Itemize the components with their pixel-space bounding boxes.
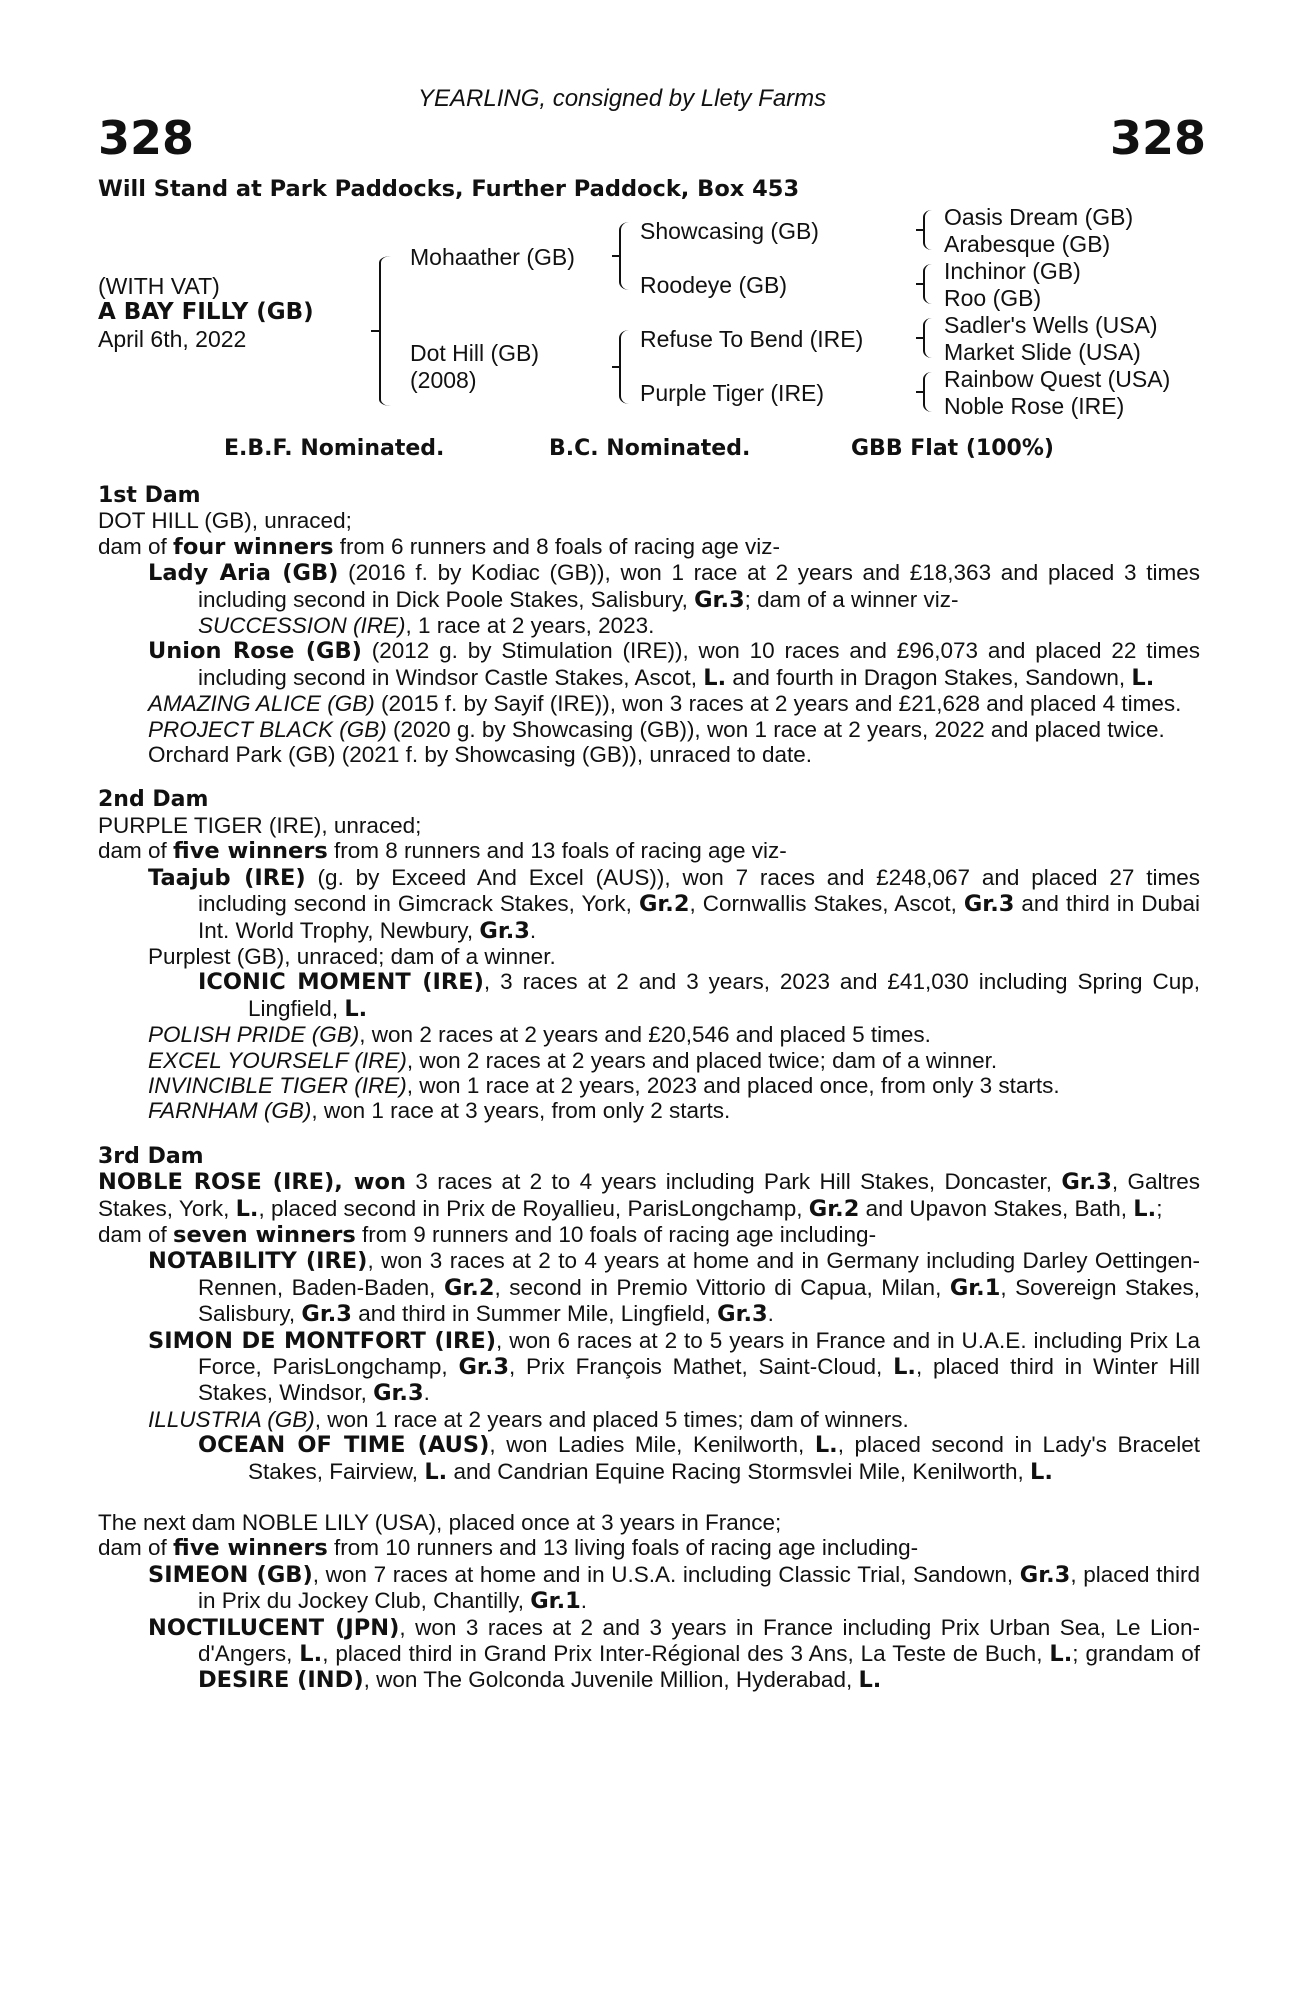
gg-8: Noble Rose (IRE) [944, 393, 1125, 419]
first-dam-title: 1st Dam [98, 483, 201, 508]
third-dam-title: 3rd Dam [98, 1143, 204, 1169]
first-dam-foal-4: PROJECT BLACK (GB) (2020 g. by Showcasing (GB)), won 1 race at 2 years, 2022 and placed twice. [148, 716, 1165, 742]
third-dam-produce-summary: dam of seven winners from 9 runners and 10 foals of racing age including- [98, 1221, 877, 1248]
brace-dam-tip [612, 366, 620, 368]
horse-dob: April 6th, 2022 [98, 326, 247, 352]
first-dam-produce-summary: dam of four winners from 6 runners and 8 foals of racing age viz- [98, 533, 781, 560]
next-dam-produce-summary: dam of five winners from 10 runners and 13 living foals of racing age including- [98, 1535, 919, 1562]
gg-2: Arabesque (GB) [944, 231, 1111, 257]
dam-dam-name: Purple Tiger (IRE) [640, 380, 825, 406]
second-dam-foal-4: EXCEL YOURSELF (IRE), won 2 races at 2 years and placed twice; dam of a winner. [148, 1047, 998, 1073]
brace-g34 [923, 264, 932, 304]
gg-4: Roo (GB) [944, 285, 1042, 311]
brace-g34-tip [916, 283, 924, 285]
first-dam-name: DOT HILL (GB), unraced; [98, 508, 352, 534]
lot-number-left: 328 [98, 111, 195, 165]
gg-6: Market Slide (USA) [944, 339, 1141, 365]
second-dam-foal-5: INVINCIBLE TIGER (IRE), won 1 race at 2 years, 2023 and placed once, from only 3 starts. [148, 1072, 1060, 1098]
gbb-nomination: GBB Flat (100%) [851, 436, 1054, 461]
third-dam-foal-1: NOTABILITY (IRE), won 3 races at 2 to 4 years at home and in Germany including Darley Oettingen-Rennen, Baden-Baden, Gr.2, second in Premio Vittorio di Capua, Milan, Gr.1, Sovereign Stakes, Salisbury, Gr.3 and third in Summer Mile, Lingfield, Gr.3. [148, 1248, 1200, 1328]
brace-g56 [923, 318, 932, 358]
first-dam-foal-1: Lady Aria (GB) (2016 f. by Kodiac (GB)), won 1 race at 2 years and £18,363 and placed 3 times including second in Dick Poole Stakes, Salisbury, Gr.3; dam of a winner viz- SUCCESSION (IRE), 1 race at 2 years, 2023. [148, 560, 1200, 639]
gg-7: Rainbow Quest (USA) [944, 366, 1171, 392]
second-dam-grandfoal-1: ICONIC MOMENT (IRE), 3 races at 2 and 3 years, 2023 and £41,030 including Spring Cup, Lingfield, L. [198, 969, 1200, 1022]
brace-g12-tip [916, 229, 924, 231]
second-dam-produce-summary: dam of five winners from 8 runners and 13 foals of racing age viz- [98, 838, 787, 865]
sire-sire-name: Showcasing (GB) [640, 218, 819, 244]
next-dam-foal-2: NOCTILUCENT (JPN), won 3 races at 2 and 3 years in France including Prix Urban Sea, Le Lion-d'Angers, L., placed third in Grand Prix Inter-Régional des 3 Ans, La Teste de Buch, L.; grandam of DESIRE (IND), won The Golconda Juvenile Million, Hyderabad, L. [148, 1614, 1200, 1694]
brace-g78-tip [916, 391, 924, 393]
horse-name: A BAY FILLY (GB) [98, 299, 314, 325]
vat-label: (WITH VAT) [98, 273, 220, 299]
dam-name: Dot Hill (GB) [410, 340, 540, 366]
dam-year: (2008) [410, 367, 477, 393]
lot-number-right: 328 [1110, 111, 1207, 165]
third-dam-foal-3: ILLUSTRIA (GB), won 1 race at 2 years and placed 5 times; dam of winners. [148, 1406, 909, 1432]
dam-sire-name: Refuse To Bend (IRE) [640, 326, 864, 352]
second-dam-name: PURPLE TIGER (IRE), unraced; [98, 812, 422, 838]
gg-5: Sadler's Wells (USA) [944, 312, 1158, 338]
brace-sire-tip [612, 255, 620, 257]
brace-dam [619, 330, 629, 404]
brace-g78 [923, 372, 932, 412]
sire-name: Mohaather (GB) [410, 244, 575, 270]
brace-parents [379, 256, 391, 406]
brace-sire [619, 222, 629, 290]
third-dam-grandfoal-1: OCEAN OF TIME (AUS), won Ladies Mile, Kenilworth, L., placed second in Lady's Bracelet Stakes, Fairview, L. and Candrian Equine Racing Stormsvlei Mile, Kenilworth, L. [198, 1432, 1200, 1485]
third-dam-foal-2: SIMON DE MONTFORT (IRE), won 6 races at 2 to 5 years in France and in U.A.E. including Prix La Force, ParisLongchamp, Gr.3, Prix François Mathet, Saint-Cloud, L., placed third in Winter Hill Stakes, Windsor, Gr.3. [148, 1327, 1201, 1407]
first-dam-foal-3: AMAZING ALICE (GB) (2015 f. by Sayif (IRE)), won 3 races at 2 years and £21,628 and placed 4 times. [148, 691, 1182, 717]
second-dam-title: 2nd Dam [98, 787, 209, 813]
gg-1: Oasis Dream (GB) [944, 204, 1134, 230]
second-dam-foal-1: Taajub (IRE) (g. by Exceed And Excel (AUS)), won 7 races and £248,067 and placed 27 times including second in Gimcrack Stakes, York, Gr.2, Cornwallis Stakes, Ascot, Gr.3 and third in Dubai Int. World Trophy, Newbury, Gr.3. [148, 864, 1200, 944]
brace-parents-tip [371, 330, 379, 332]
first-dam-foal-5: Orchard Park (GB) (2021 f. by Showcasing (GB)), unraced to date. [148, 742, 813, 768]
ebf-nomination: E.B.F. Nominated. [224, 436, 445, 461]
next-dam-name: The next dam NOBLE LILY (USA), placed once at 3 years in France; [98, 1510, 782, 1536]
second-dam-foal-3: POLISH PRIDE (GB), won 2 races at 2 years and £20,546 and placed 5 times. [148, 1022, 931, 1048]
second-dam-foal-2: Purplest (GB), unraced; dam of a winner. [148, 943, 556, 969]
page-subtitle: YEARLING, consigned by Llety Farms [418, 85, 827, 112]
second-dam-foal-6: FARNHAM (GB), won 1 race at 3 years, from only 2 starts. [148, 1098, 731, 1124]
sire-dam-name: Roodeye (GB) [640, 272, 788, 298]
stand-location: Will Stand at Park Paddocks, Further Paddock, Box 453 [98, 176, 800, 202]
brace-g56-tip [916, 337, 924, 339]
gg-3: Inchinor (GB) [944, 258, 1081, 284]
next-dam-foal-1: SIMEON (GB), won 7 races at home and in U.S.A. including Classic Trial, Sandown, Gr.3, placed third in Prix du Jockey Club, Chantilly, Gr.1. [148, 1561, 1201, 1615]
bc-nomination: B.C. Nominated. [549, 436, 751, 461]
catalogue-body [98, 483, 1200, 1694]
brace-g12 [923, 210, 932, 250]
first-dam-foal-2: Union Rose (GB) (2012 g. by Stimulation (IRE)), won 10 races and £96,073 and placed 22 times including second in Windsor Castle Stakes, Ascot, L. and fourth in Dragon Stakes, Sandown, L. [148, 638, 1201, 691]
third-dam-record: NOBLE ROSE (IRE), won 3 races at 2 to 4 years including Park Hill Stakes, Doncaster, Gr.3, Galtres Stakes, York, L., placed second in Prix de Royallieu, ParisLongchamp, Gr.2 and Upavon Stakes, Bath, L.; [98, 1169, 1200, 1222]
